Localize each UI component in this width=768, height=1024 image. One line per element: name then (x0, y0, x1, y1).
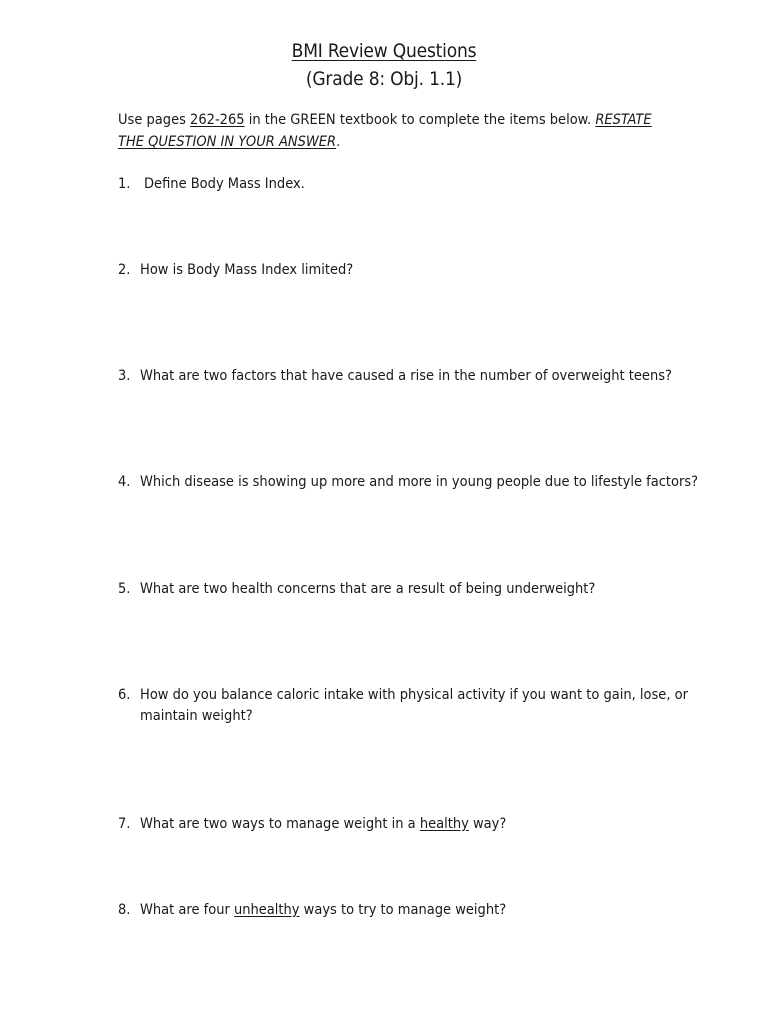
question-text: What are two factors that have caused a rise in the number of overweight teens? (140, 368, 672, 384)
question-text-part: way? (468, 816, 507, 832)
page-subtitle: (Grade 8: Obj. 1.1) (305, 68, 463, 90)
instructions-pages: 262-265 (190, 112, 245, 128)
question-item (118, 685, 708, 727)
question-item (118, 174, 708, 195)
question-number: 3. (118, 368, 131, 384)
instructions-text: in the GREEN textbook to complete the items below. (244, 112, 596, 128)
question-text: What are two health concerns that are a result of being underweight? (140, 581, 596, 597)
question-text (140, 814, 708, 835)
instructions-emphasis: RESTATE THE QUESTION IN YOUR ANSWER (118, 112, 652, 150)
question-text: How is Body Mass Index limited? (140, 262, 354, 278)
question-text-part: What are four (140, 902, 234, 918)
question-number: 7. (118, 816, 131, 832)
question-emphasis: unhealthy (233, 902, 300, 918)
question-text: Which disease is showing up more and more in young people due to lifestyle factors? (140, 474, 699, 490)
question-text: Define Body Mass Index. (144, 176, 305, 192)
question-text-part: ways to try to manage weight? (299, 902, 507, 918)
question-item (118, 900, 708, 921)
question-emphasis: healthy (419, 816, 469, 832)
question-number: 4. (118, 474, 131, 490)
question-item (118, 472, 708, 493)
instructions-text: . (336, 134, 341, 150)
question-text (140, 900, 708, 921)
page-title: BMI Review Questions (291, 40, 477, 62)
question-number: 2. (118, 262, 131, 278)
question-item (118, 814, 708, 835)
instructions (118, 109, 678, 153)
question-text-part: What are two ways to manage weight in a (140, 816, 420, 832)
question-item (118, 260, 708, 281)
question-number: 8. (118, 902, 131, 918)
question-number: 5. (118, 581, 131, 597)
question-number: 6. (118, 687, 131, 703)
question-text: How do you balance caloric intake with physical activity if you want to gain, lose, or maintain weight? (140, 687, 688, 724)
question-number: 1. (118, 176, 131, 192)
question-item (118, 366, 708, 387)
instructions-text: Use pages (118, 112, 191, 128)
question-item (118, 579, 708, 600)
